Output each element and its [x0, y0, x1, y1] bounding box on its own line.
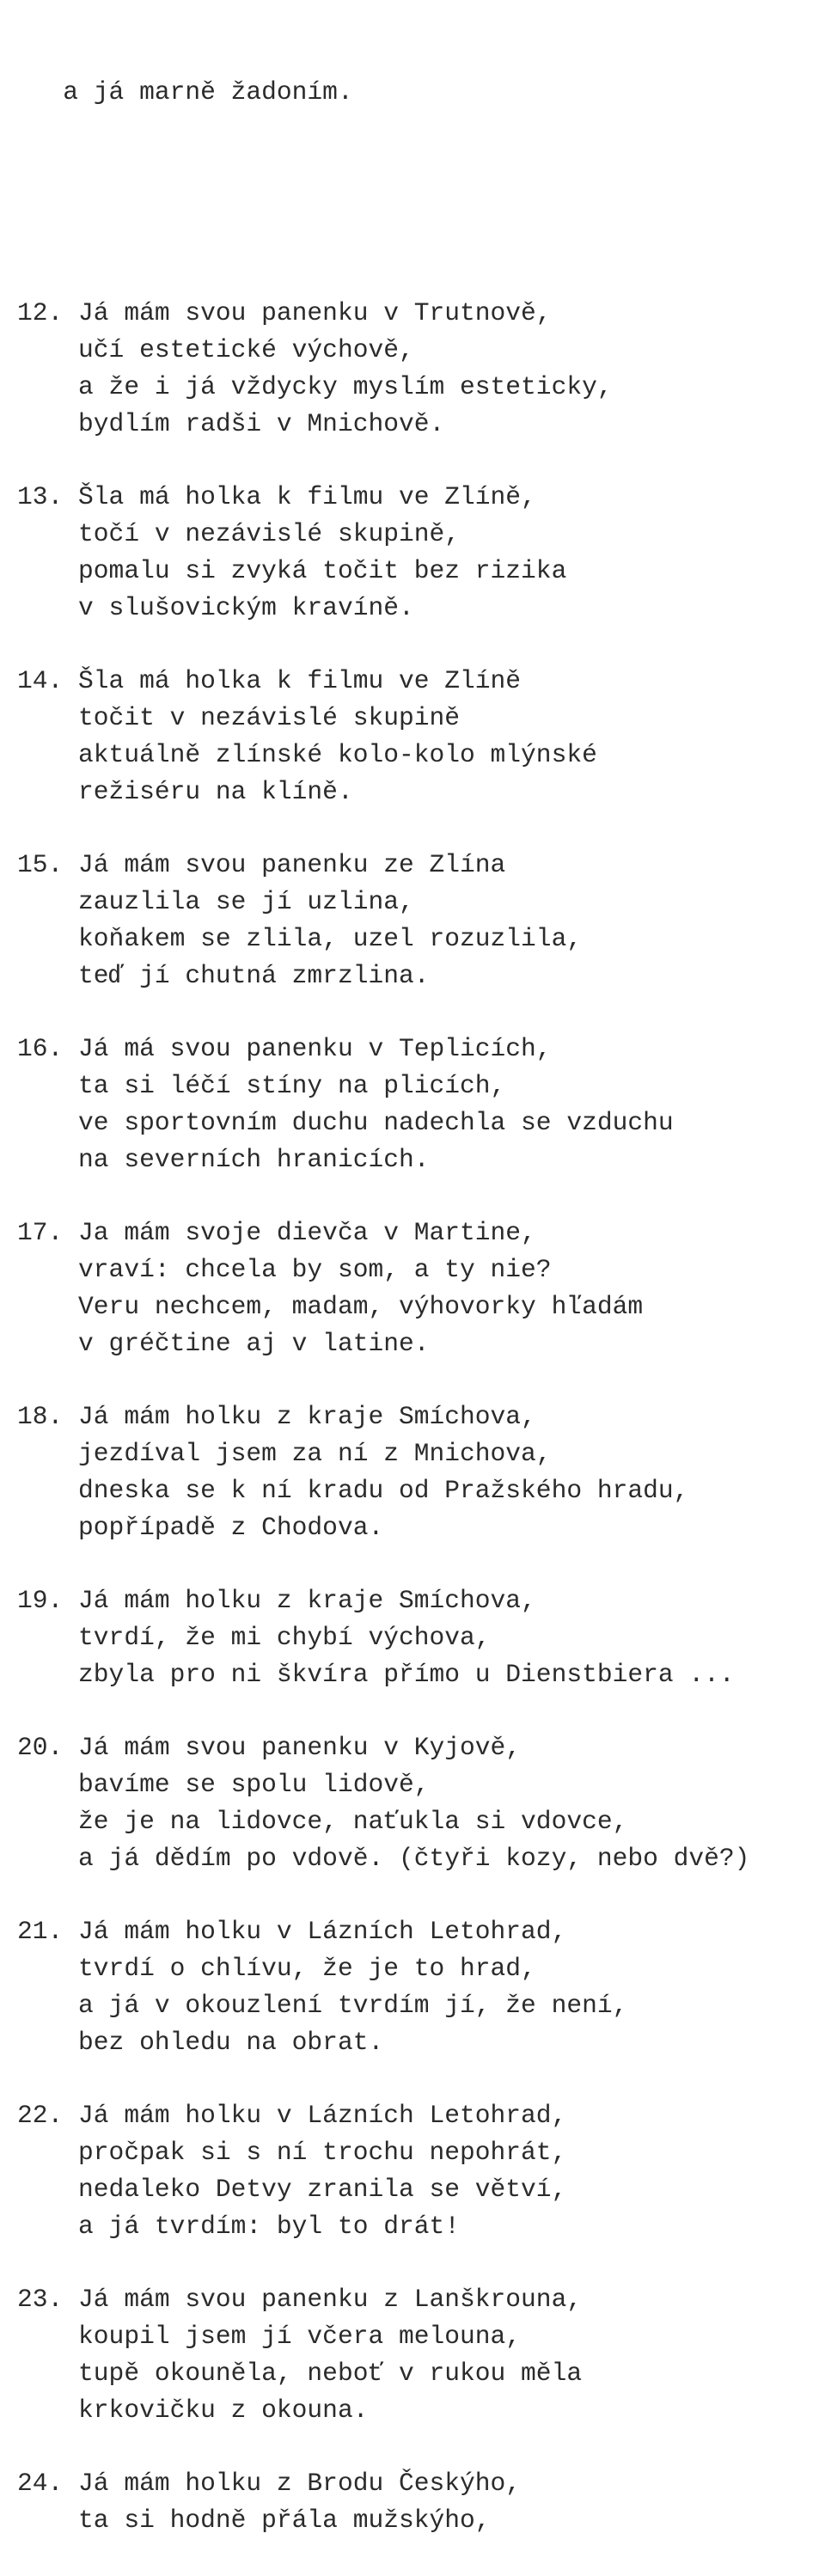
- stanza-first-line: 24. Já mám holku z Brodu Českýho,: [17, 2469, 522, 2498]
- stanza-gap: [17, 185, 825, 221]
- stanza-line: bydlím radši v Mnichově.: [17, 409, 445, 438]
- stanza-first-line: 20. Já mám svou panenku v Kyjově,: [17, 1733, 522, 1762]
- stanza-line: jezdíval jsem za ní z Mnichova,: [17, 1439, 552, 1468]
- stanza-line: nedaleko Detvy zranila se větví,: [17, 2175, 567, 2204]
- stanza-line: ta si hodně přála mužskýho,: [17, 2506, 491, 2535]
- stanza-first-line: 17. Ja mám svoje dievča v Martine,: [17, 1218, 536, 1247]
- stanza-line: točí v nezávislé skupině,: [17, 519, 461, 548]
- stanza: [17, 1729, 825, 1877]
- stanza-first-line: 14. Šla má holka k filmu ve Zlíně: [17, 666, 522, 695]
- stanza: [17, 1582, 825, 1693]
- stanza: [17, 1398, 825, 1546]
- stanza: [17, 1913, 825, 2061]
- stanza-line: ta si léčí stíny na plicích,: [17, 1071, 506, 1100]
- stanza-line: popřípadě z Chodova.: [17, 1513, 384, 1542]
- stanza-gap: [17, 627, 825, 663]
- stanza-line: ve sportovním duchu nadechla se vzduchu: [17, 1108, 674, 1137]
- stanza-line: dneska se k ní kradu od Pražského hradu,: [17, 1476, 689, 1505]
- stanza: [17, 663, 825, 811]
- intro-line: a já marně žadoním.: [17, 77, 353, 107]
- stanza-first-line: 18. Já mám holku z kraje Smíchova,: [17, 1402, 536, 1431]
- stanza-gap: [17, 1546, 825, 1582]
- stanza-gap: [17, 1362, 825, 1398]
- stanza: [17, 2465, 825, 2539]
- stanza-gap: [17, 1693, 825, 1729]
- lyrics-document: [17, 0, 825, 2576]
- stanza-line: a já dědím po vdově. (čtyři kozy, nebo dvě?): [17, 1844, 750, 1873]
- stanza-line: režiséru na klíně.: [17, 777, 353, 806]
- stanza-line: tupě okouněla, neboť v rukou měla: [17, 2359, 583, 2388]
- stanza-first-line: 15. Já mám svou panenku ze Zlína: [17, 850, 506, 879]
- stanza-line: krkovičku z okouna.: [17, 2395, 369, 2425]
- stanza: [17, 847, 825, 994]
- stanza-line: že je na lidovce, naťukla si vdovce,: [17, 1807, 628, 1836]
- stanza-line: teď jí chutná zmrzlina.: [17, 961, 430, 990]
- stanza-list: [17, 295, 825, 2539]
- stanza: [17, 1031, 825, 1178]
- stanza: [17, 1215, 825, 1362]
- stanza-line: tvrdí, že mi chybí výchova,: [17, 1623, 491, 1652]
- stanza-line: bavíme se spolu lidově,: [17, 1770, 430, 1799]
- stanza-first-line: 16. Já má svou panenku v Teplicích,: [17, 1034, 552, 1063]
- stanza-line: koupil jsem jí včera melouna,: [17, 2322, 522, 2351]
- stanza-line: Veru nechcem, madam, výhovorky hľadám: [17, 1292, 644, 1321]
- stanza: [17, 2281, 825, 2429]
- stanza-line: aktuálně zlínské kolo-kolo mlýnské: [17, 740, 597, 769]
- stanza-line: v slušovickým kravíně.: [17, 593, 414, 622]
- stanza-line: bez ohledu na obrat.: [17, 2028, 384, 2057]
- stanza-line: vraví: chcela by som, a ty nie?: [17, 1255, 552, 1284]
- stanza-line: v gréčtine aj v latine.: [17, 1329, 430, 1358]
- stanza-gap: [17, 811, 825, 847]
- stanza: [17, 295, 825, 443]
- stanza-first-line: 12. Já mám svou panenku v Trutnově,: [17, 298, 552, 327]
- stanza-gap: [17, 2429, 825, 2465]
- stanza-line: zbyla pro ni škvíra přímo u Dienstbiera ...: [17, 1660, 735, 1689]
- stanza-gap: [17, 2061, 825, 2097]
- stanza-gap: [17, 443, 825, 479]
- stanza-line: koňakem se zlila, uzel rozuzlila,: [17, 924, 583, 953]
- stanza-line: tvrdí o chlívu, že je to hrad,: [17, 1954, 536, 1983]
- stanza-line: zauzlila se jí uzlina,: [17, 887, 414, 916]
- stanza-line: a že i já vždycky myslím esteticky,: [17, 372, 613, 401]
- stanza-first-line: 13. Šla má holka k filmu ve Zlíně,: [17, 482, 536, 511]
- stanza-line: točit v nezávislé skupině: [17, 703, 461, 732]
- stanza-line: a já tvrdím: byl to drát!: [17, 2212, 461, 2241]
- stanza-first-line: 21. Já mám holku v Lázních Letohrad,: [17, 1917, 567, 1946]
- stanza-line: pomalu si zvyká točit bez rizika: [17, 556, 567, 585]
- stanza-line: učí estetické výchově,: [17, 335, 414, 364]
- stanza-first-line: 19. Já mám holku z kraje Smíchova,: [17, 1586, 536, 1615]
- stanza-gap: [17, 1178, 825, 1215]
- stanza-line: a já v okouzlení tvrdím jí, že není,: [17, 1991, 628, 2020]
- stanza-first-line: 22. Já mám holku v Lázních Letohrad,: [17, 2101, 567, 2130]
- stanza: [17, 2097, 825, 2245]
- stanza: [17, 479, 825, 627]
- stanza-gap: [17, 994, 825, 1031]
- stanza-line: pročpak si s ní trochu nepohrát,: [17, 2138, 567, 2167]
- stanza-line: na severních hranicích.: [17, 1145, 430, 1174]
- stanza-first-line: 23. Já mám svou panenku z Lanškrouna,: [17, 2285, 583, 2314]
- stanza-gap: [17, 2245, 825, 2281]
- stanza-gap: [17, 1877, 825, 1913]
